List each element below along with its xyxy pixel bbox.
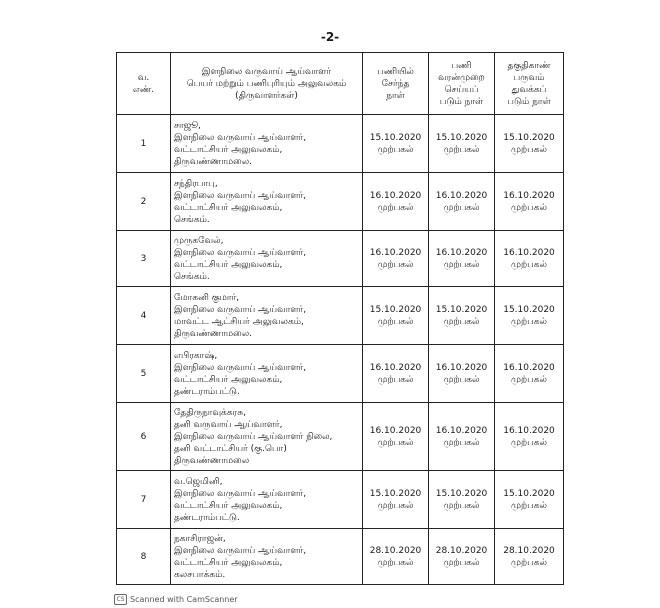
row-probation-date: 16.10.2020 முற்பகல் <box>495 173 564 231</box>
table-row <box>117 231 564 287</box>
header-joining-date: பணியில் சேர்ந்த நாள் <box>363 53 429 115</box>
table-row <box>117 115 564 173</box>
page-number: -2- <box>320 30 340 44</box>
row-serial-number: 3 <box>117 231 171 287</box>
table-row <box>117 173 564 231</box>
row-probation-date: 15.10.2020 முற்பகல் <box>495 115 564 173</box>
table-row <box>117 529 564 585</box>
row-name-office: மோகனி குமார், இளநிலை வருவாய் ஆய்வாளர், மாவட்ட ஆட்சியர் அலுவலகம், திருவண்ணாமலை. <box>171 287 363 345</box>
row-name-office: முருகவேல், இளநிலை வருவாய் ஆய்வாளர், வட்டாட்சியர் அலுவலகம், செங்கம். <box>171 231 363 287</box>
header-serial-number: வ. எண். <box>117 53 171 115</box>
row-serial-number: 1 <box>117 115 171 173</box>
row-serial-number: 7 <box>117 471 171 529</box>
scanner-watermark <box>114 594 238 605</box>
table-row <box>117 403 564 471</box>
table-row <box>117 287 564 345</box>
header-regularisation-date: பணி வரன்முறை செய்யப் படும் நாள் <box>429 53 495 115</box>
row-joining-date: 16.10.2020 முற்பகல் <box>363 345 429 403</box>
table-header-row <box>117 53 564 115</box>
row-regularisation-date: 15.10.2020 முற்பகல் <box>429 471 495 529</box>
header-name-office: இளநிலை வருவாய் ஆய்வாளர் பெயர் மற்றும் பணிபுரியும் அலுவலகம் (திருவாளர்கள்) <box>171 53 363 115</box>
row-joining-date: 16.10.2020 முற்பகல் <box>363 231 429 287</box>
row-regularisation-date: 28.10.2020 முற்பகல் <box>429 529 495 585</box>
row-serial-number: 8 <box>117 529 171 585</box>
row-probation-date: 16.10.2020 முற்பகல் <box>495 403 564 471</box>
row-name-office: சாஜூ, இளநிலை வருவாய் ஆய்வாளர், வட்டாட்சியர் அலுவலகம், திருவண்ணாமலை. <box>171 115 363 173</box>
row-name-office: சந்திரபாபு, இளநிலை வருவாய் ஆய்வாளர், வட்டாட்சியர் அலுவலகம், செங்கம். <box>171 173 363 231</box>
row-regularisation-date: 15.10.2020 முற்பகல் <box>429 115 495 173</box>
row-joining-date: 15.10.2020 முற்பகல் <box>363 471 429 529</box>
appointment-table <box>116 52 564 585</box>
row-regularisation-date: 16.10.2020 முற்பகல் <box>429 403 495 471</box>
row-probation-date: 16.10.2020 முற்பகல் <box>495 231 564 287</box>
row-regularisation-date: 15.10.2020 முற்பகல் <box>429 287 495 345</box>
row-serial-number: 4 <box>117 287 171 345</box>
row-probation-date: 15.10.2020 முற்பகல் <box>495 471 564 529</box>
row-serial-number: 6 <box>117 403 171 471</box>
row-joining-date: 16.10.2020 முற்பகல் <box>363 403 429 471</box>
row-probation-date: 28.10.2020 முற்பகல் <box>495 529 564 585</box>
table-row <box>117 345 564 403</box>
row-serial-number: 5 <box>117 345 171 403</box>
row-regularisation-date: 16.10.2020 முற்பகல் <box>429 173 495 231</box>
row-regularisation-date: 16.10.2020 முற்பகல் <box>429 231 495 287</box>
table-row <box>117 471 564 529</box>
header-probation-start-date: தகுதிகாண் பருவம் துவக்கப் படும் நாள் <box>495 53 564 115</box>
row-regularisation-date: 16.10.2020 முற்பகல் <box>429 345 495 403</box>
row-joining-date: 15.10.2020 முற்பகல் <box>363 287 429 345</box>
scanner-watermark-text: Scanned with CamScanner <box>130 595 238 604</box>
row-joining-date: 16.10.2020 முற்பகல் <box>363 173 429 231</box>
row-name-office: நகாசிராஜன், இளநிலை வருவாய் ஆய்வாளர், வட்டாட்சியர் அலுவலகம், கலசபாக்கம். <box>171 529 363 585</box>
row-name-office: வ.ஜெமினி, இளநிலை வருவாய் ஆய்வாளர், வட்டாட்சியர் அலுவலகம், தண்டராம்பட்டு. <box>171 471 363 529</box>
row-serial-number: 2 <box>117 173 171 231</box>
row-joining-date: 28.10.2020 முற்பகல் <box>363 529 429 585</box>
row-joining-date: 15.10.2020 முற்பகல் <box>363 115 429 173</box>
row-name-office: எபிரகாஷ், இளநிலை வருவாய் ஆய்வாளர், வட்டாட்சியர் அலுவலகம், தண்டராம்பட்டு. <box>171 345 363 403</box>
row-probation-date: 16.10.2020 முற்பகல் <box>495 345 564 403</box>
row-name-office: தேதிருநாவுக்கரசு, தனி வருவாய் ஆய்வாளர், இளநிலை வருவாய் ஆய்வாளர் நிலை, தனி வட்டாட்சியர் (கு.பொ) திருவண்ணாமலை <box>171 403 363 471</box>
row-probation-date: 15.10.2020 முற்பகல் <box>495 287 564 345</box>
camscanner-logo-icon: CS <box>114 594 127 605</box>
